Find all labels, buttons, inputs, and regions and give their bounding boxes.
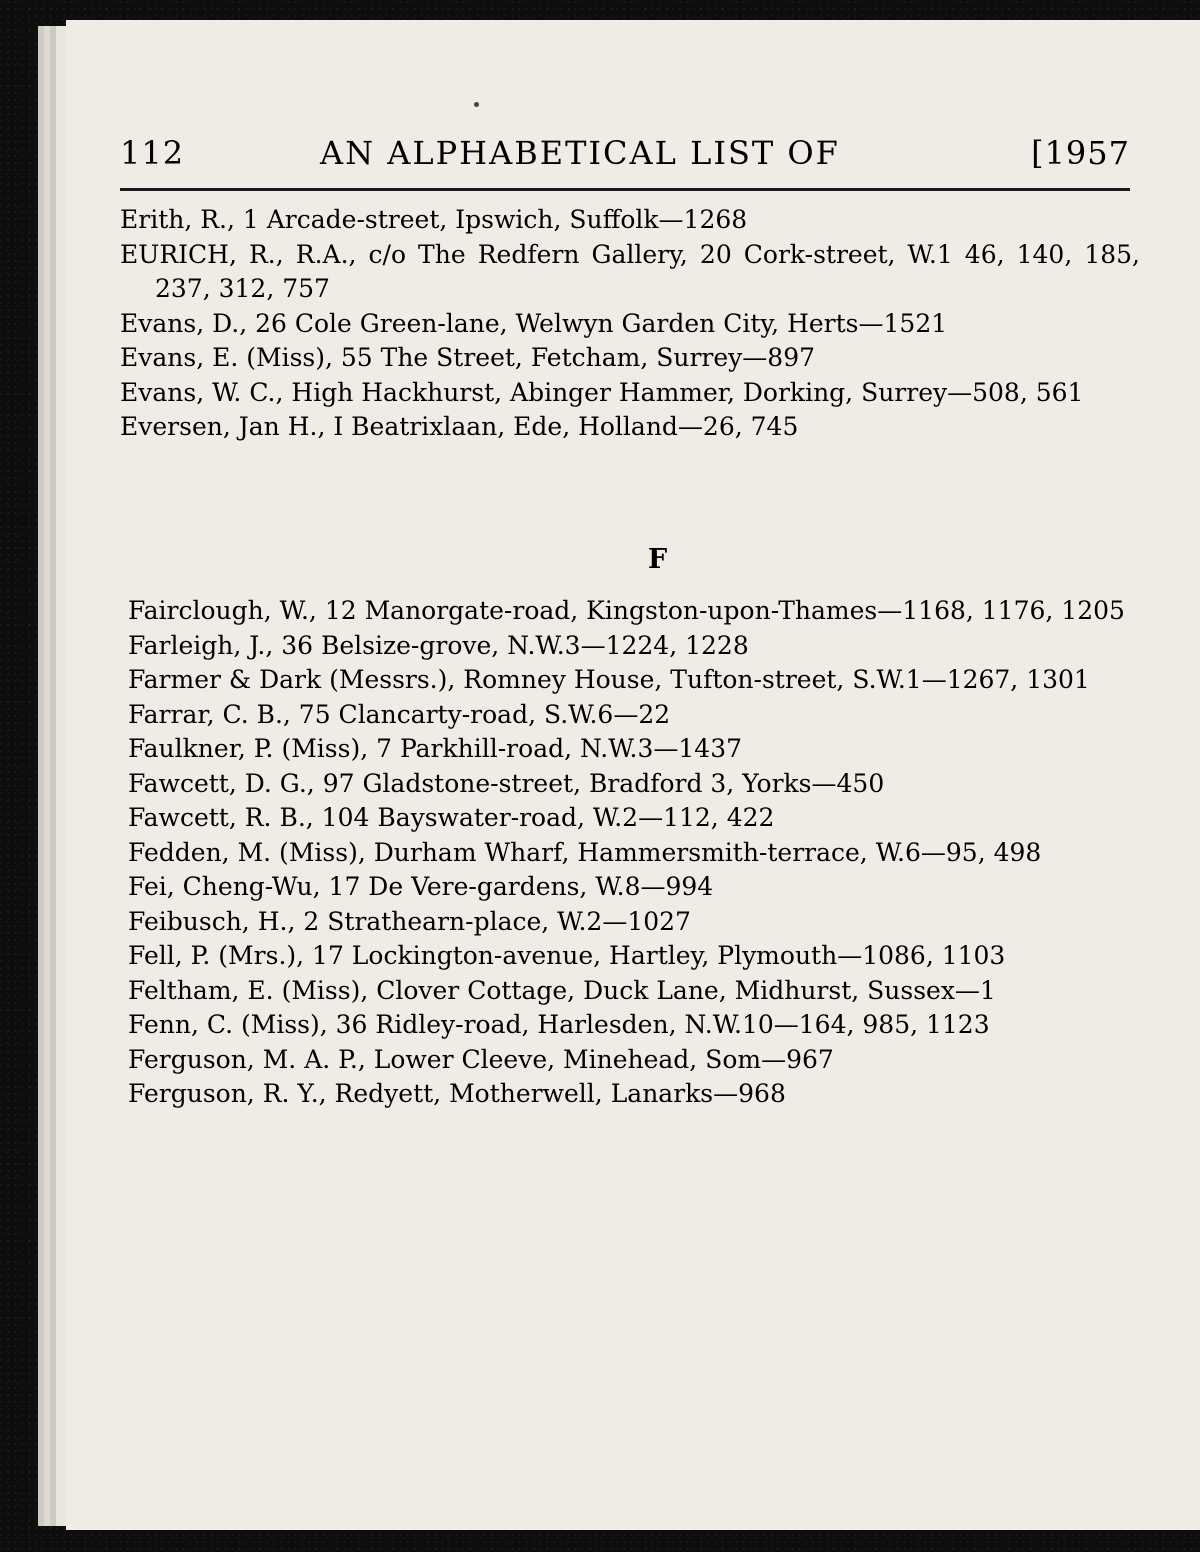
section-heading: F	[648, 544, 668, 575]
running-title: AN ALPHABETICAL LIST OF	[320, 134, 840, 172]
list-entry: Evans, W. C., High Hackhurst, Abinger Hammer, Dorking, Surrey—508, 561	[120, 377, 1084, 407]
list-entry: Fedden, M. (Miss), Durham Wharf, Hammersmith-terrace, W.6—95, 498	[128, 837, 1042, 867]
list-entry: Ferguson, R. Y., Redyett, Motherwell, Lanarks—968	[128, 1079, 786, 1108]
list-entry: Erith, R., 1 Arcade-street, Ipswich, Suffolk—1268	[120, 205, 748, 234]
list-entry: Evans, D., 26 Cole Green-lane, Welwyn Garden City, Herts—1521	[120, 308, 948, 338]
list-entry: Ferguson, M. A. P., Lower Cleeve, Minehead, Som—967	[128, 1044, 834, 1074]
list-entry: Fawcett, D. G., 97 Gladstone-street, Bradford 3, Yorks—450	[128, 768, 885, 798]
list-entry: Faulkner, P. (Miss), 7 Parkhill-road, N.W.3—1437	[128, 734, 743, 763]
print-speck	[474, 102, 479, 107]
list-entry: Fawcett, R. B., 104 Bayswater-road, W.2—112, 422	[128, 803, 775, 832]
list-entry: Eversen, Jan H., I Beatrixlaan, Ede, Holland—26, 745	[120, 412, 799, 441]
section-e-list	[120, 203, 1140, 445]
list-entry: EURICH, R., R.A., c/o The Redfern Gallery, 20 Cork-street, W.1 46, 140, 185, 237, 312, 757	[120, 239, 1140, 303]
list-entry: Fenn, C. (Miss), 36 Ridley-road, Harlesden, N.W.10—164, 985, 1123	[128, 1010, 990, 1039]
list-entry: Feibusch, H., 2 Strathearn-place, W.2—1027	[128, 906, 691, 936]
list-entry: Feltham, E. (Miss), Clover Cottage, Duck Lane, Midhurst, Sussex—1	[128, 975, 996, 1005]
year-label: [1957	[1031, 134, 1130, 172]
list-entry: Farrar, C. B., 75 Clancarty-road, S.W.6—22	[128, 699, 671, 729]
page-number: 112	[120, 134, 185, 172]
list-entry: Farleigh, J., 36 Belsize-grove, N.W.3—1224, 1228	[128, 630, 749, 660]
list-entry: Evans, E. (Miss), 55 The Street, Fetcham, Surrey—897	[120, 343, 816, 372]
list-entry: Fei, Cheng-Wu, 17 De Vere-gardens, W.8—994	[128, 872, 714, 901]
list-entry: Fell, P. (Mrs.), 17 Lockington-avenue, Hartley, Plymouth—1086, 1103	[128, 941, 1006, 970]
list-entry: Farmer & Dark (Messrs.), Romney House, Tufton-street, S.W.1—1267, 1301	[128, 665, 1090, 694]
section-f-list	[128, 594, 1140, 1112]
header-rule	[120, 188, 1130, 191]
running-header	[120, 118, 1132, 190]
list-entry: Fairclough, W., 12 Manorgate-road, Kingston-upon-Thames—1168, 1176, 1205	[128, 596, 1125, 625]
